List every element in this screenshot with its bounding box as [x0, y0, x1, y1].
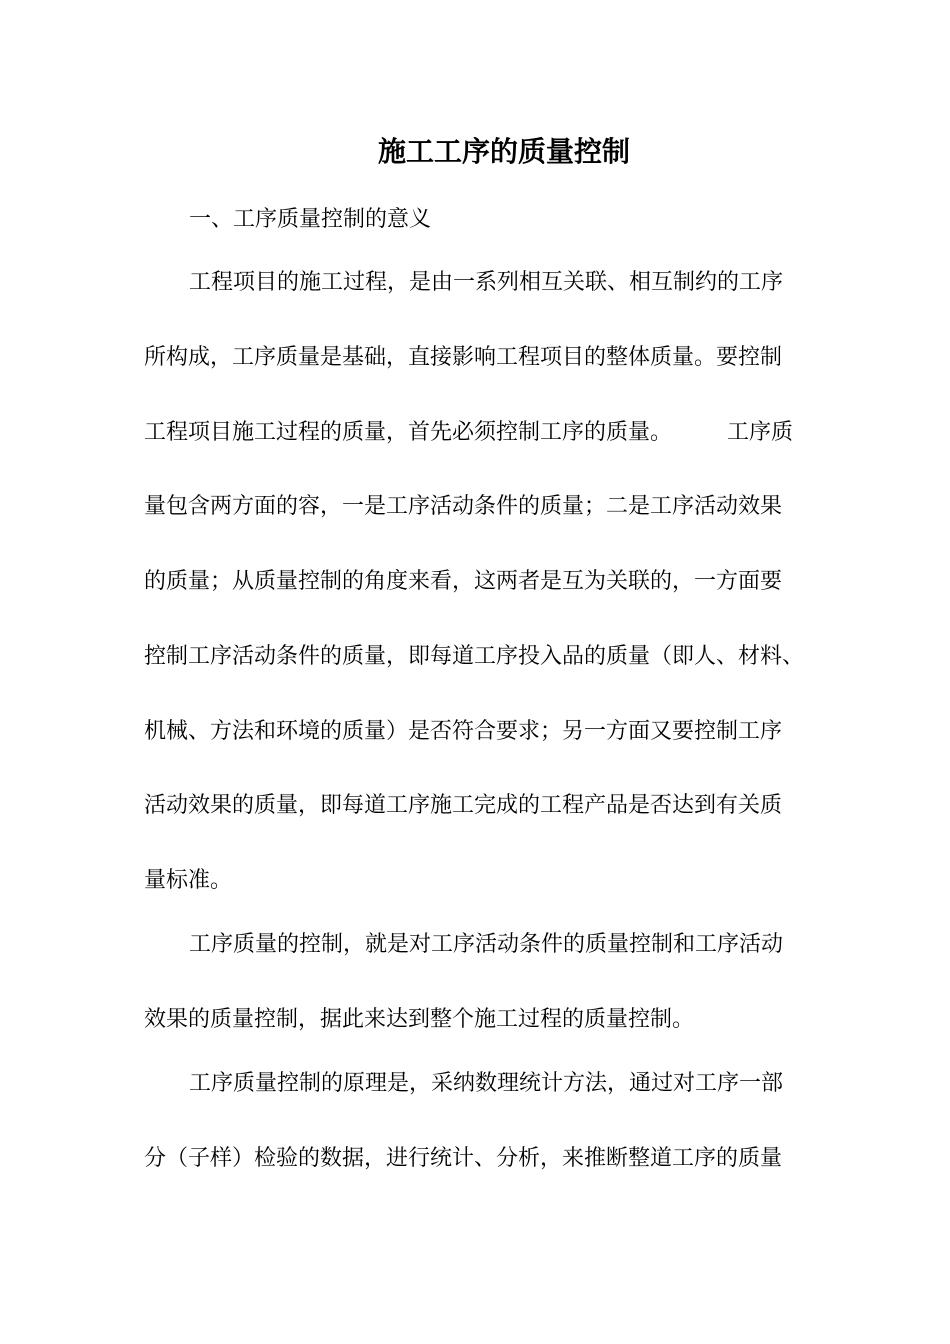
paragraph-line: 工序质量的控制，就是对工序活动条件的质量控制和工序活动: [189, 932, 784, 957]
paragraph-line: 量标准。: [144, 868, 233, 893]
paragraph-line: 工序质量控制的原理是，采纳数理统计方法，通过对工序一部: [189, 1071, 784, 1096]
paragraph-line: 工程项目施工过程的质量，首先必须控制工序的质量。 工序质: [144, 420, 794, 445]
paragraph-line: 分（子样）检验的数据，进行统计、分析，来推断整道工序的质量: [144, 1146, 783, 1171]
paragraph-line: 量包含两方面的容，一是工序活动条件的质量；二是工序活动效果: [144, 494, 783, 519]
paragraph-line: 效果的质量控制，据此来达到整个施工过程的质量控制。: [144, 1007, 695, 1032]
paragraph-line: 的质量；从质量控制的角度来看，这两者是互为关联的，一方面要: [144, 569, 783, 594]
paragraph-line: 活动效果的质量，即每道工序施工完成的工程产品是否达到有关质: [144, 793, 783, 818]
document-title: 施工工序的质量控制: [377, 135, 630, 168]
paragraph-line: 机械、方法和环境的质量）是否符合要求；另一方面又要控制工序: [144, 719, 783, 744]
section-heading: 一、工序质量控制的意义: [189, 207, 432, 232]
paragraph-line: 控制工序活动条件的质量，即每道工序投入品的质量（即人、材料、: [144, 644, 805, 669]
paragraph-line: 工程项目的施工过程，是由一系列相互关联、相互制约的工序: [189, 270, 784, 295]
paragraph-line: 所构成，工序质量是基础，直接影响工程项目的整体质量。要控制: [144, 345, 783, 370]
